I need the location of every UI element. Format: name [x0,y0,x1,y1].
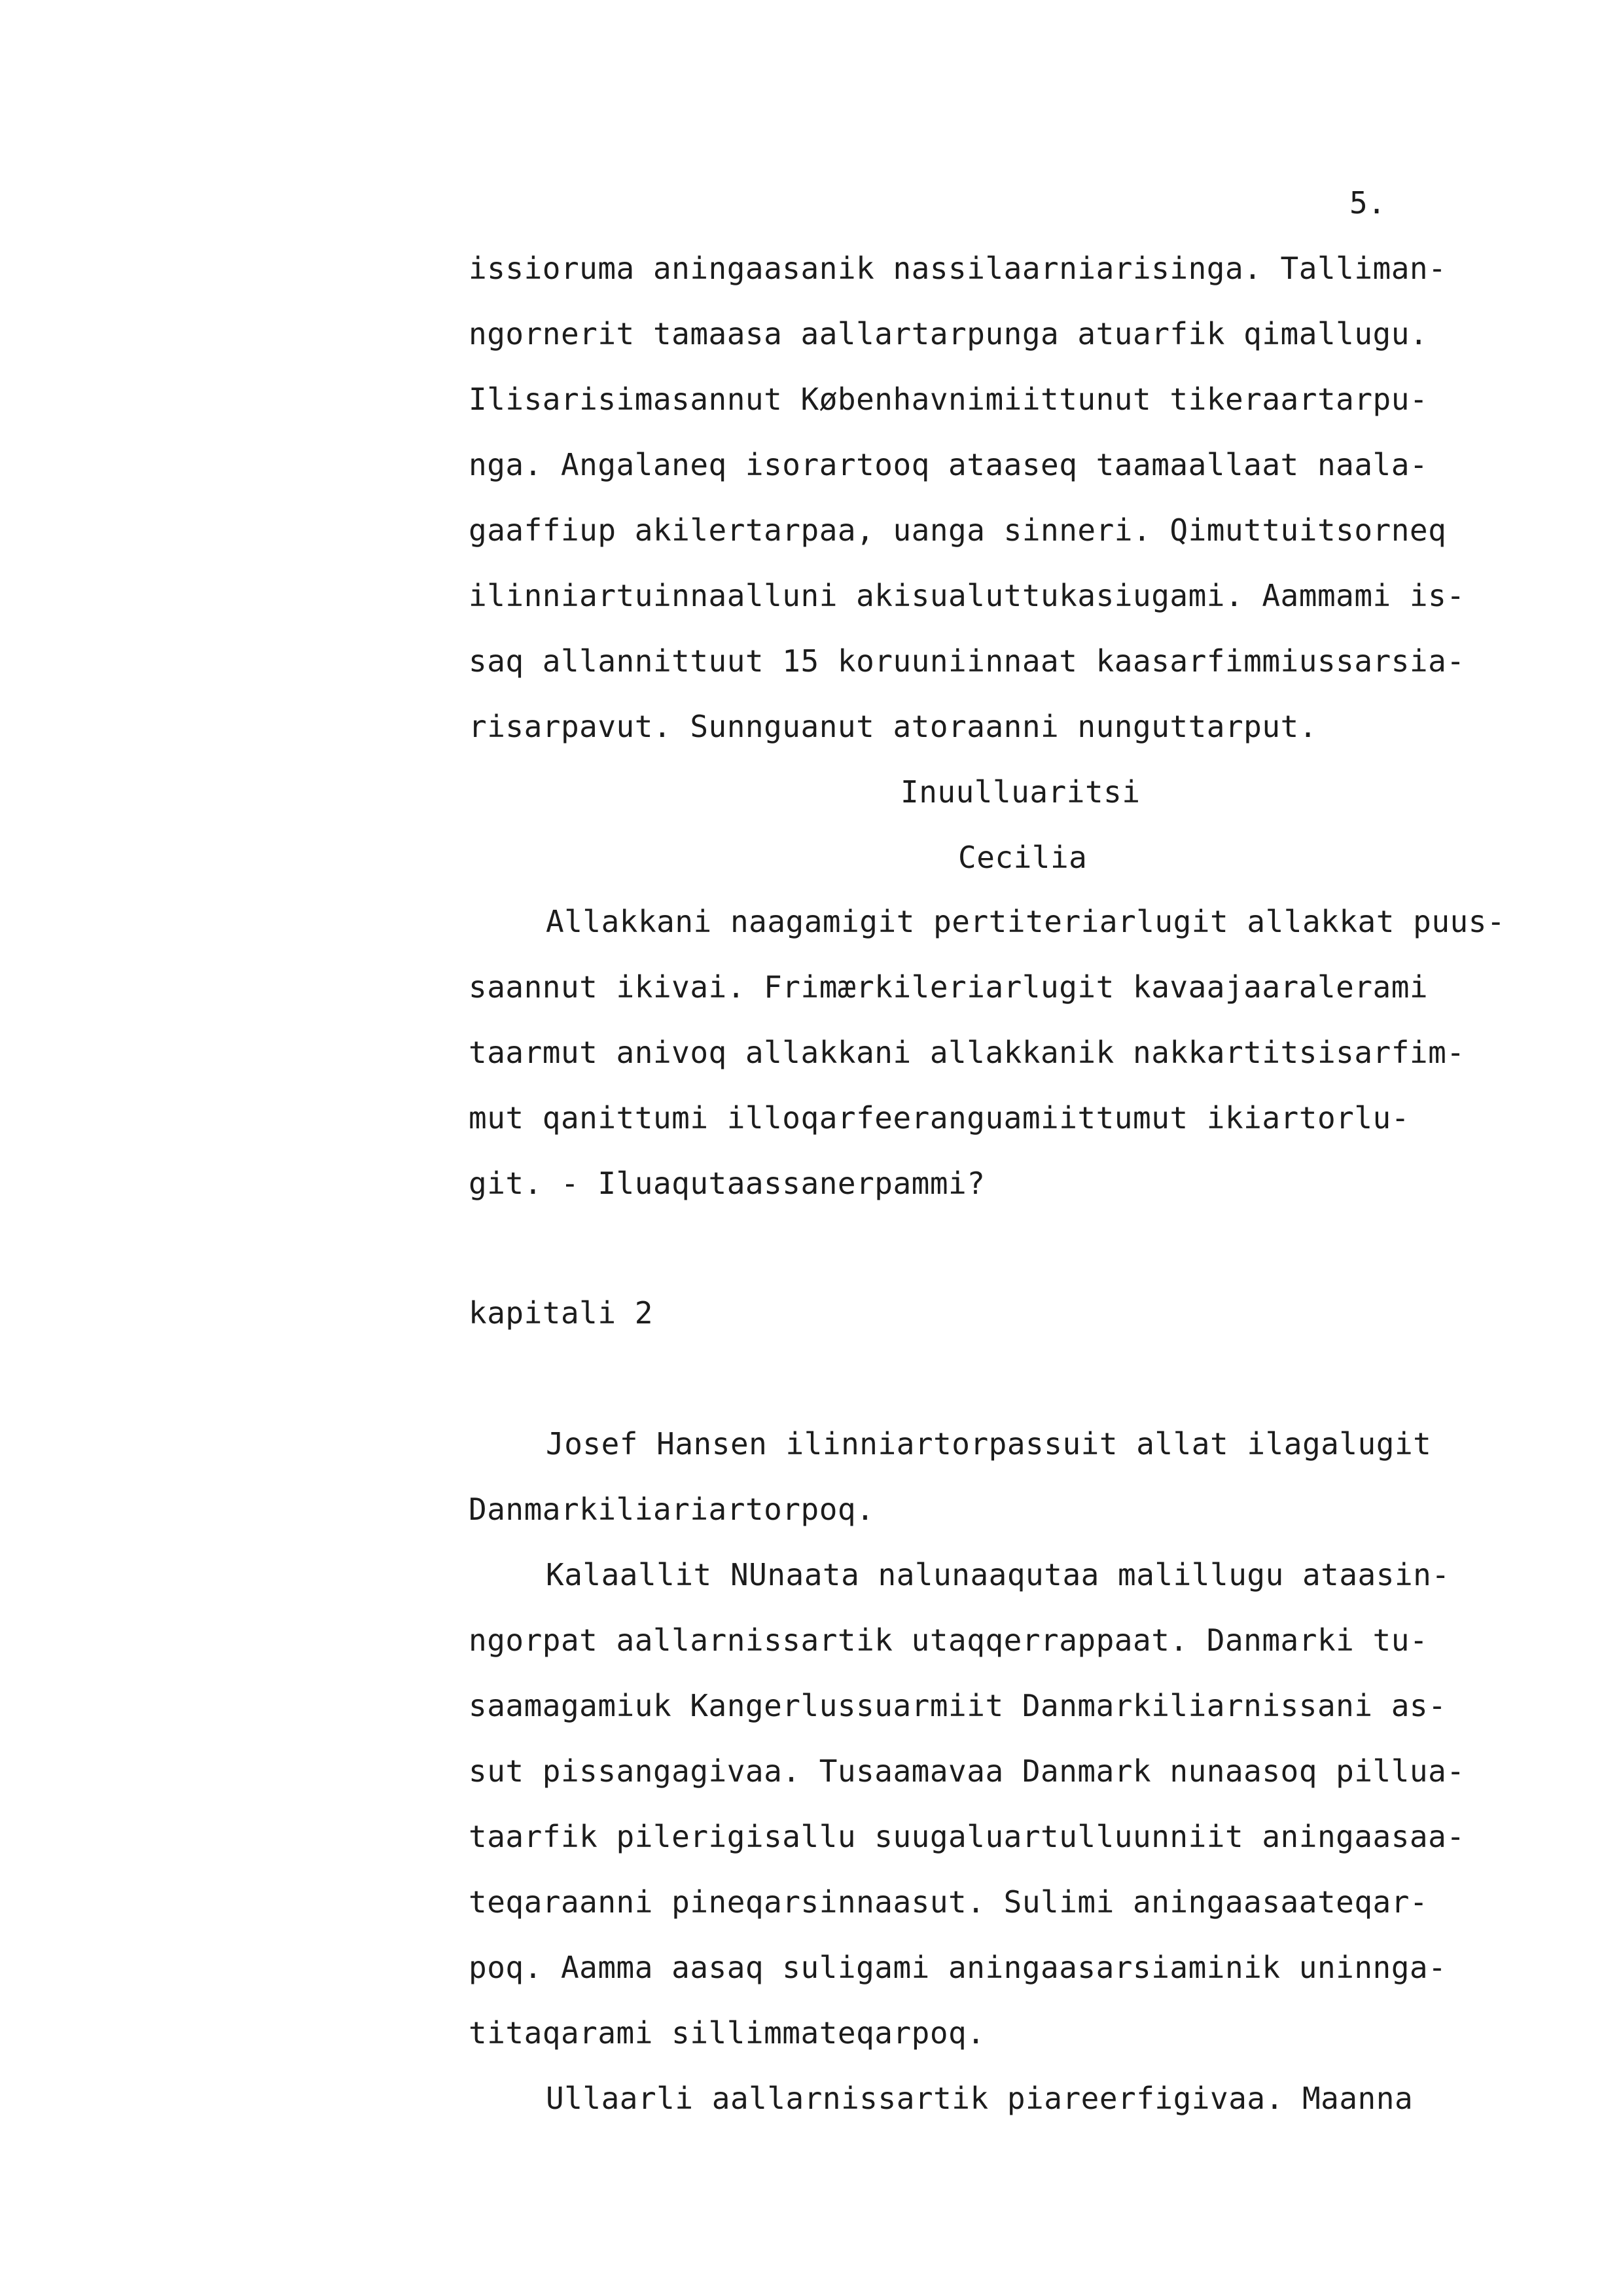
paragraph-line: mut qanittumi illoqarfeeranguamiittumut ikiartorlu- [469,1100,1410,1136]
paragraph-line: git. - Iluaqutaassanerpammi? [469,1166,986,1201]
paragraph-line: titaqarami sillimmateqarpoq. [469,2015,986,2051]
letter-closing: Inuulluaritsi [901,774,1141,810]
paragraph-line: Danmarkiliariartorpoq. [469,1492,875,1527]
letter-signature: Cecilia [958,840,1088,875]
paragraph-line: issioruma aningaasanik nassilaarniarisinga. Talliman- [469,251,1447,286]
paragraph-line: gaaffiup akilertarpaa, uanga sinneri. Qimuttuitsorneq [469,512,1447,548]
paragraph-line: taarfik pilerigisallu suugaluartulluunniit aningaasaa- [469,1819,1465,1854]
paragraph-line: ilinniartuinnaalluni akisualuttukasiugami. Aammami is- [469,578,1465,613]
paragraph-line: nga. Angalaneq isorartooq ataaseq taamaallaat naala- [469,447,1429,482]
paragraph-line: risarpavut. Sunnguanut atoraanni nunguttarput. [469,709,1317,744]
paragraph-line: poq. Aamma aasaq suligami aningaasarsiaminik uninnga- [469,1950,1447,1985]
paragraph-line: taarmut anivoq allakkani allakkanik nakkartitsisarfim- [469,1035,1465,1070]
page-number: 5. [1349,185,1386,221]
paragraph-line: Ilisarisimasannut Københavnimiittunut tikeraartarpu- [469,382,1429,417]
paragraph-line: saamagamiuk Kangerlussuarmiit Danmarkiliarnissani as- [469,1688,1447,1723]
paragraph-line: saannut ikivai. Frimærkileriarlugit kavaajaaralerami [469,969,1429,1005]
paragraph-line: Josef Hansen ilinniartorpassuit allat ilagalugit [546,1426,1432,1462]
paragraph-line: saq allannittuut 15 koruuniinnaat kaasarfimmiussarsia- [469,643,1465,679]
chapter-heading: kapitali 2 [469,1295,653,1331]
paragraph-line: ngornerit tamaasa aallartarpunga atuarfik qimallugu. [469,316,1429,351]
paragraph-line: teqaraanni pineqarsinnaasut. Sulimi aningaasaateqar- [469,1884,1429,1920]
paragraph-line: Kalaallit NUnaata nalunaaqutaa malillugu ataasin- [546,1557,1450,1592]
paragraph-line: Allakkani naagamigit pertiteriarlugit allakkat puus- [546,904,1506,939]
paragraph-line: sut pissangagivaa. Tusaamavaa Danmark nunaasoq pillua- [469,1753,1465,1789]
paragraph-line: Ullaarli aallarnissartik piareerfigivaa. Maanna [546,2081,1414,2116]
paragraph-line: ngorpat aallarnissartik utaqqerrappaat. Danmarki tu- [469,1623,1429,1658]
